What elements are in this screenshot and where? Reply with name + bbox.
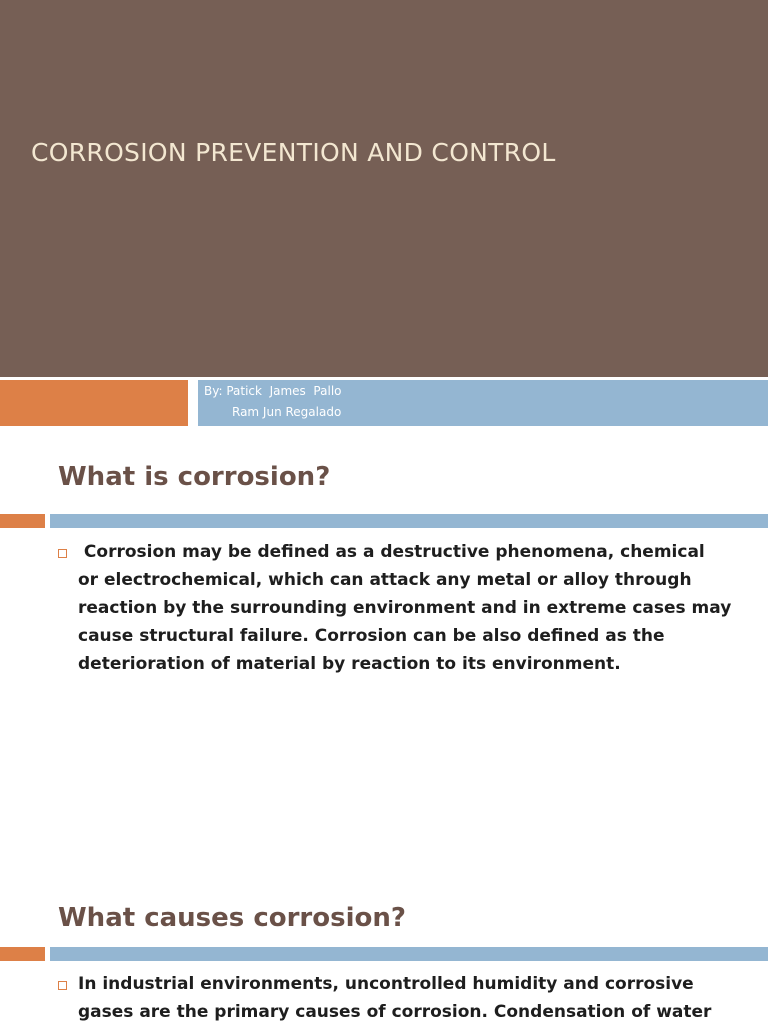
- bullet-line: Corrosion may be defined as a destructive phenomena, chemical: [78, 542, 705, 562]
- author-byline: By: Patick James Pallo: [204, 384, 342, 398]
- title-accent-orange-bar: [0, 380, 188, 426]
- slide-heading-what-causes-corrosion: What causes corrosion?: [58, 903, 406, 933]
- bullet-line: deterioration of material by reaction to its environment.: [78, 654, 621, 674]
- bullet-line: reaction by the surrounding environment and in extreme cases may: [78, 598, 732, 618]
- title-slide: [0, 0, 768, 377]
- bullet-line: cause structural failure. Corrosion can be also defined as the: [78, 626, 665, 646]
- slide-rule-orange: [0, 947, 45, 961]
- slide-rule-blue: [50, 514, 768, 528]
- bullet-line: gases are the primary causes of corrosion. Condensation of water: [78, 1002, 712, 1022]
- slide-rule-blue: [50, 947, 768, 961]
- square-bullet-icon: [58, 981, 67, 990]
- bullet-line: or electrochemical, which can attack any metal or alloy through: [78, 570, 692, 590]
- author-byline-second: Ram Jun Regalado: [232, 405, 342, 419]
- slide-heading-what-is-corrosion: What is corrosion?: [58, 462, 331, 492]
- bullet-text: [58, 970, 748, 1024]
- bullet-what-causes-corrosion: [58, 970, 748, 1024]
- slide-rule-orange: [0, 514, 45, 528]
- bullet-line: In industrial environments, uncontrolled humidity and corrosive: [78, 974, 694, 994]
- bullet-text: [58, 538, 748, 678]
- square-bullet-icon: [58, 549, 67, 558]
- presentation-title: CORROSION PREVENTION AND CONTROL: [31, 138, 556, 167]
- bullet-what-is-corrosion: [58, 538, 748, 678]
